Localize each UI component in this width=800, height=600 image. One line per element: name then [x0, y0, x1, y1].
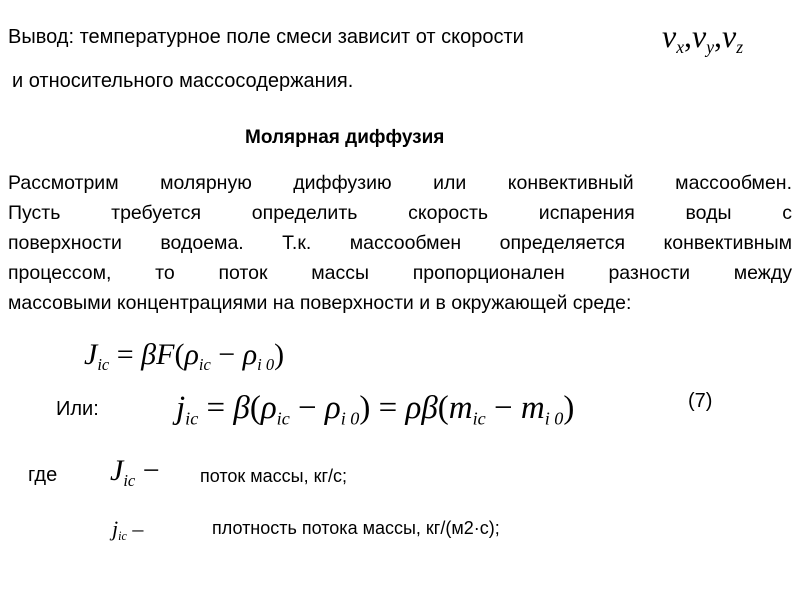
equation-number: (7) — [688, 390, 713, 412]
where-label: где — [28, 464, 58, 486]
body-paragraph — [8, 168, 792, 318]
conclusion-line-2: и относительного массосодержания. — [12, 70, 354, 92]
paragraph-line: Пусть требуется определить скорость испарения воды с — [8, 202, 792, 224]
symbol-J-ic: $J_{ic}$ − — [110, 454, 160, 490]
definition-mass-flow: поток массы, кг/с; — [200, 466, 348, 486]
paragraph-line: поверхности водоема. Т.к. массообмен определяется конвективным — [8, 232, 792, 254]
paragraph-line: процессом, то поток массы пропорционален разности между — [8, 262, 792, 284]
symbol-j-ic: $j_{ic}$ – — [112, 516, 144, 544]
equation-mass-flux-density: $j_{ic} = \beta(\rho_{ic} - \rho_{i 0}) = \rho\beta(m_{ic} - m_{i 0})$ — [176, 390, 575, 429]
section-heading: Молярная диффузия — [245, 127, 445, 148]
conclusion-line-1: Вывод: температурное поле смеси зависит от скорости — [8, 26, 524, 48]
velocity-components: $v_x,v_y,v_z$ — [662, 18, 744, 58]
equation-mass-flow: $J_{ic} = \beta F(\rho_{ic} - \rho_{i 0})$ — [84, 338, 285, 374]
definition-mass-flux-density: плотность потока массы, кг/(м2·с); — [212, 518, 500, 538]
paragraph-line: Рассмотрим молярную диффузию или конвективный массообмен. — [8, 172, 792, 194]
paragraph-line: массовыми концентрациями на поверхности и в окружающей среде: — [8, 292, 632, 314]
equation-label-or: Или: — [56, 398, 99, 420]
